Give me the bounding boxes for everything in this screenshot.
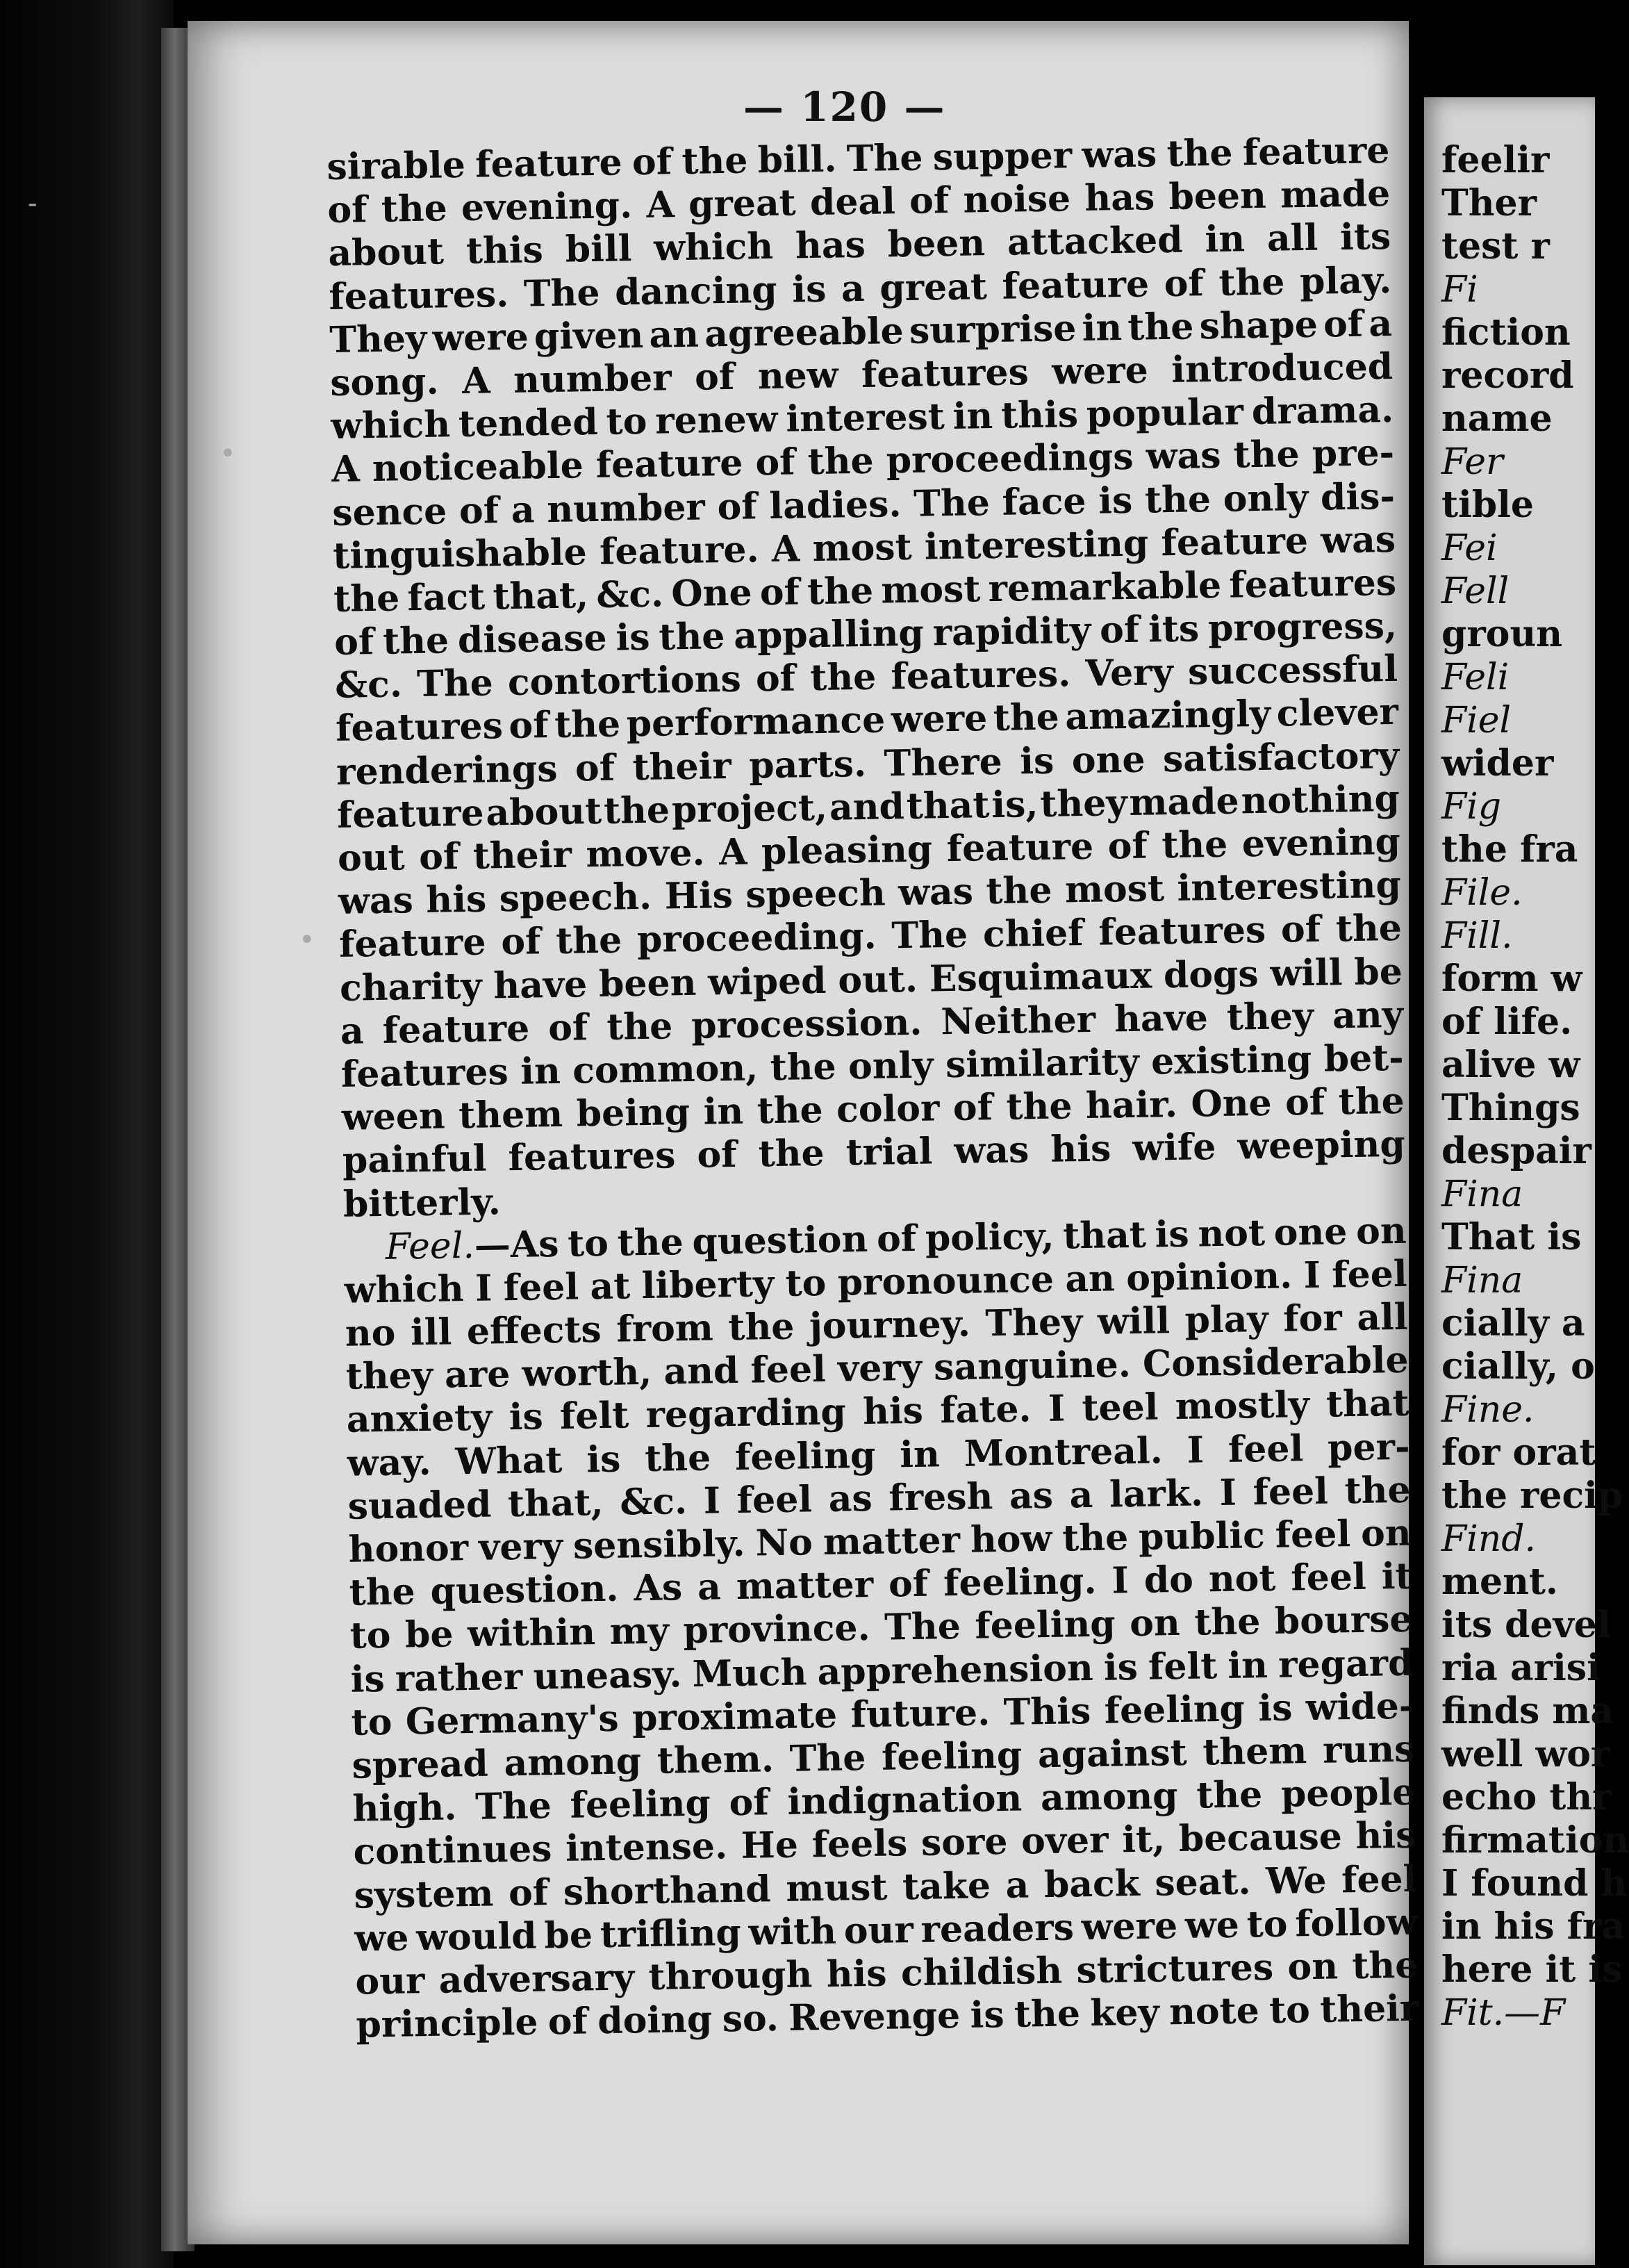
text-line: out of their move. A pleasing feature of the evening xyxy=(337,820,1401,880)
page-number: — 120 — xyxy=(743,83,946,131)
right-page-line: cially, o xyxy=(1441,1345,1595,1388)
text-line: charity have been wiped out. Esquimaux dogs will be xyxy=(339,950,1403,1010)
text-line: of the disease is the appalling rapidity of its progress, xyxy=(333,604,1398,664)
text-line: features of the performance were the amazingly clever xyxy=(335,691,1399,750)
text-line: sirable feature of the bill. The supper was the feature xyxy=(326,129,1390,188)
text-line: song. A number of new features were introduced xyxy=(329,345,1394,404)
text-line: continues intense. He feels sore over it, because his xyxy=(353,1814,1416,1874)
right-page-line: Fina xyxy=(1441,1260,1523,1301)
right-page-line: That is xyxy=(1441,1216,1582,1258)
text-line: no ill effects from the journey. They will play for all xyxy=(345,1295,1409,1355)
right-page-line: Fine. xyxy=(1441,1389,1535,1431)
right-page-line: Things xyxy=(1441,1087,1580,1129)
right-page-line: File. xyxy=(1441,872,1523,914)
right-page-line: Fei xyxy=(1441,527,1498,569)
text-line: renderings of their parts. There is one satisfactory xyxy=(336,734,1400,794)
right-page-line: Feli xyxy=(1441,657,1510,698)
margin-dot: • xyxy=(299,924,315,956)
text-line: bitterly. xyxy=(342,1180,502,1226)
text-line: is rather uneasy. Much apprehension is felt in regard xyxy=(350,1641,1414,1701)
text-line: way. What is the feeling in Montreal. I feel per- xyxy=(347,1425,1410,1485)
text-line: was his speech. His speech was the most interesting xyxy=(338,864,1402,923)
right-page-line: in his fra xyxy=(1441,1905,1626,1948)
text-line: the fact that, &c. One of the most remarkable features xyxy=(333,561,1397,621)
text-line: They were given an agreeable surprise in the shape of a xyxy=(329,302,1393,361)
page-body-text xyxy=(326,129,1419,2047)
right-page-line: test r xyxy=(1441,225,1550,268)
right-page-line: Fit.—F xyxy=(1441,1992,1566,2034)
right-page-line: of life. xyxy=(1441,1001,1573,1043)
text-line: sence of a number of ladies. The face is the only dis- xyxy=(331,475,1396,534)
right-page-line: Fi xyxy=(1441,269,1478,311)
text-line: tinguishable feature. A most interesting feature was xyxy=(332,518,1396,577)
text-line: ween them being in the color of the hair. One of the xyxy=(341,1079,1405,1139)
right-page-line: its devel xyxy=(1441,1604,1611,1646)
right-page-line: wider xyxy=(1441,742,1554,784)
right-page-line: fiction xyxy=(1441,311,1571,354)
text-line: system of shorthand must take a back seat. We feel xyxy=(354,1857,1417,1917)
text-line: to be within my province. The feeling on the bourse xyxy=(349,1598,1413,1658)
right-page-line: groun xyxy=(1441,613,1563,655)
right-page-line: Fell xyxy=(1441,570,1510,612)
text-line: A noticeable feature of the proceedings was the pre- xyxy=(331,432,1395,491)
text-line: &c. The contortions of the features. Very successful xyxy=(334,648,1398,707)
right-page-line: name xyxy=(1441,397,1553,440)
text-line: we would be trifling with our readers were we to follow xyxy=(354,1900,1418,1960)
right-page-line: Fer xyxy=(1441,441,1503,483)
text-line: feature of the proceeding. The chief features of the xyxy=(338,907,1403,967)
right-page-line: echo thr xyxy=(1441,1776,1612,1818)
right-page-line: the recip xyxy=(1441,1474,1623,1517)
text-line: features in common, the only similarity existing bet- xyxy=(340,1036,1405,1096)
text-line: about this bill which has been attacked in all its xyxy=(327,215,1391,275)
right-page-text-fragment xyxy=(1441,139,1629,2035)
right-page-line: Fig xyxy=(1441,786,1501,828)
right-page-line: cially a xyxy=(1441,1302,1585,1345)
right-page-line: feelir xyxy=(1441,139,1550,181)
text-line: spread among them. The feeling against them runs xyxy=(352,1727,1415,1787)
text-line: honor very sensibly. No matter how the public feel on xyxy=(348,1511,1412,1571)
right-page-line: I found h xyxy=(1441,1862,1628,1905)
text-line: our adversary through his childish strictures on the xyxy=(355,1944,1419,2003)
right-page-line: here it is xyxy=(1441,1948,1623,1991)
text-line: feature about the project, and that is, they made nothing xyxy=(336,777,1400,837)
right-page-line: Fill. xyxy=(1441,915,1513,957)
text-line: of the evening. A great deal of noise has been made xyxy=(326,172,1391,232)
right-page-line: Fina xyxy=(1441,1174,1523,1215)
text-line: principle of doing so. Revenge is the key note to their xyxy=(356,1987,1419,2046)
right-page-line: Find. xyxy=(1441,1518,1537,1560)
text-line: suaded that, &c. I feel as fresh as a lark. I feel the xyxy=(347,1468,1411,1528)
right-page-line: ria arisi xyxy=(1441,1647,1601,1689)
right-page-line: for orat xyxy=(1441,1431,1596,1474)
right-page-line: finds ma xyxy=(1441,1690,1614,1732)
entry-heading: Feel. xyxy=(385,1224,475,1268)
text-line: which I feel at liberty to pronounce an opinion. I feel xyxy=(344,1252,1408,1312)
feel-entry-first-line: Feel. —As to the question of policy, that is not one on xyxy=(385,1209,1407,1268)
right-page-line: well wor xyxy=(1441,1733,1610,1775)
right-page-line: the fra xyxy=(1441,828,1578,871)
text-line: to Germany's proximate future. This feeling is wide- xyxy=(351,1684,1414,1744)
text-line: painful features of the trial was his wife weeping xyxy=(342,1123,1406,1183)
right-page-line: tible xyxy=(1441,484,1534,526)
left-gutter xyxy=(0,0,174,2268)
right-page-line: despair xyxy=(1441,1130,1591,1172)
margin-dot: • xyxy=(220,438,236,470)
right-page-line: alive w xyxy=(1441,1044,1580,1086)
text-line: the question. As a matter of feeling. I do not feel it xyxy=(349,1554,1412,1614)
right-page-line: Fiel xyxy=(1441,700,1512,741)
text-line: features. The dancing is a great feature of the play. xyxy=(328,258,1392,318)
right-page-line: record xyxy=(1441,354,1574,397)
right-page-line: firmation xyxy=(1441,1819,1629,1862)
text-line: a feature of the procession. Neither have they any xyxy=(340,993,1404,1053)
margin-speck: ‐ xyxy=(28,188,38,220)
text-line: anxiety is felt regarding his fate. I teel mostly that xyxy=(346,1382,1410,1442)
right-page-line: form w xyxy=(1441,958,1582,1000)
text-line: they are worth, and feel very sanguine. Considerable xyxy=(345,1339,1409,1399)
text-line: which tended to renew interest in this popular drama. xyxy=(330,388,1394,448)
text-line: high. The feeling of indignation among the people xyxy=(352,1770,1416,1830)
right-page-line: ment. xyxy=(1441,1561,1559,1603)
right-page-line: Ther xyxy=(1441,182,1537,224)
